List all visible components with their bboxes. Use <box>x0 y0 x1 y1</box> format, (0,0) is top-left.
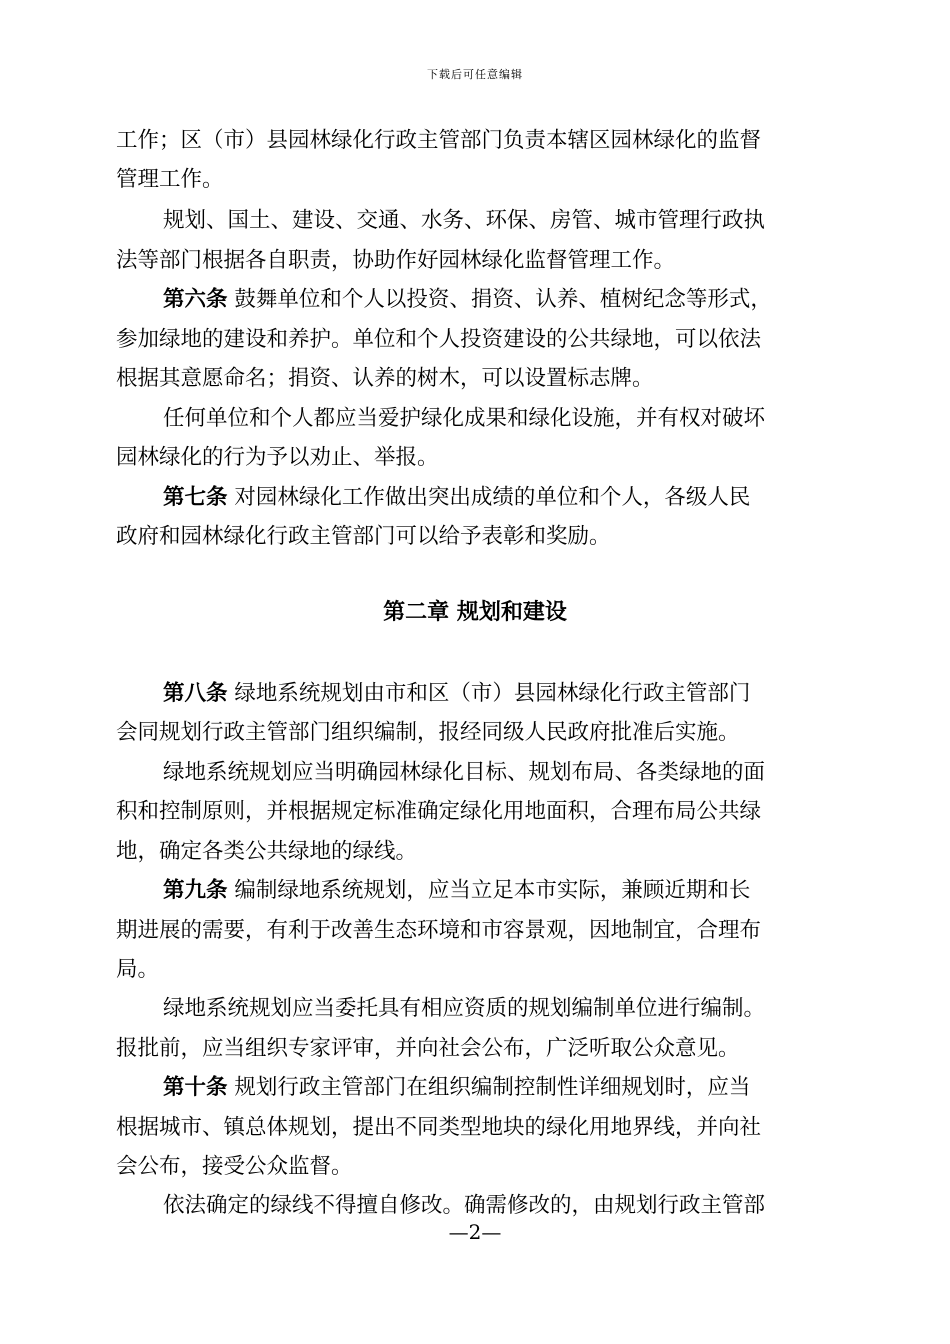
header-note: 下载后可任意编辑 <box>427 68 523 81</box>
page-number: —2— <box>448 1220 502 1244</box>
article-number: 第七条 <box>163 485 228 510</box>
text-line: 期进展的需要，有利于改善生态环境和市容景观，因地制宜，合理布 <box>116 918 762 943</box>
article-number: 第六条 <box>163 287 228 312</box>
text-line: 会公布，接受公众监督。 <box>116 1154 353 1179</box>
article-line: 第九条 编制绿地系统规划，应当立足本市实际，兼顾近期和长 <box>163 878 751 903</box>
text-line: 园林绿化的行为予以劝止、举报。 <box>116 445 439 470</box>
text-line: 政府和园林绿化行政主管部门可以给予表彰和奖励。 <box>116 524 611 549</box>
text-line: 积和控制原则，并根据规定标准确定绿化用地面积，合理布局公共绿 <box>116 799 762 824</box>
article-line: 第六条 鼓舞单位和个人以投资、捐资、认养、植树纪念等形式， <box>163 287 772 312</box>
text-line: 法等部门根据各自职责，协助作好园林绿化监督管理工作。 <box>116 248 676 273</box>
article-number: 第九条 <box>163 878 228 903</box>
text-line: 工作；区（市）县园林绿化行政主管部门负责本辖区园林绿化的监督 <box>116 128 762 153</box>
article-line: 第七条 对园林绿化工作做出突出成绩的单位和个人，各级人民 <box>163 485 751 510</box>
article-number: 第十条 <box>163 1075 228 1100</box>
text-line: 根据其意愿命名；捐资、认养的树木，可以设置标志牌。 <box>116 366 654 391</box>
text-line: 管理工作。 <box>116 167 224 192</box>
text-line: 绿地系统规划应当委托具有相应资质的规划编制单位进行编制。 <box>163 996 766 1021</box>
text-line: 会同规划行政主管部门组织编制，报经同级人民政府批准后实施。 <box>116 720 740 745</box>
text-line: 地，确定各类公共绿地的绿线。 <box>116 839 418 864</box>
text-line: 根据城市、镇总体规划，提出不同类型地块的绿化用地界线，并向社 <box>116 1115 762 1140</box>
text-line: 依法确定的绿线不得擅自修改。确需修改的，由规划行政主管部 <box>163 1193 766 1218</box>
text-line: 局。 <box>116 957 160 982</box>
chapter-title: 第二章 规划和建设 <box>383 600 567 625</box>
text-line: 绿地系统规划应当明确园林绿化目标、规划布局、各类绿地的面 <box>163 760 766 785</box>
text-line: 规划、国土、建设、交通、水务、环保、房管、城市管理行政执 <box>163 208 766 233</box>
article-number: 第八条 <box>163 681 228 706</box>
text-line: 参加绿地的建设和养护。单位和个人投资建设的公共绿地，可以依法 <box>116 327 762 352</box>
text-line: 报批前，应当组织专家评审，并向社会公布，广泛听取公众意见。 <box>116 1036 740 1061</box>
article-line: 第十条 规划行政主管部门在组织编制控制性详细规划时，应当 <box>163 1075 751 1100</box>
article-line: 第八条 绿地系统规划由市和区（市）县园林绿化行政主管部门 <box>163 681 751 706</box>
text-line: 任何单位和个人都应当爱护绿化成果和绿化设施，并有权对破坏 <box>163 406 766 431</box>
